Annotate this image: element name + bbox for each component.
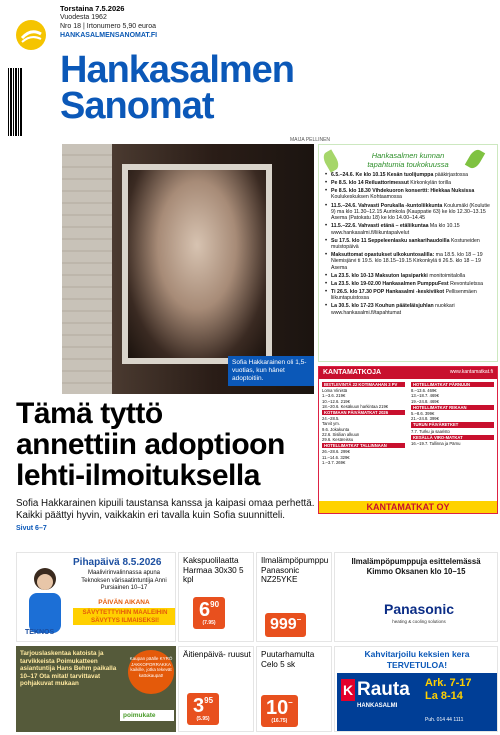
panasonic-ad[interactable] xyxy=(334,552,498,642)
events-list xyxy=(331,172,491,316)
event-detail: Kostuneiden muistopäivä xyxy=(331,237,480,250)
event-item xyxy=(331,281,491,287)
price-cents: 90 xyxy=(210,600,220,609)
trip-line: Loma Viinistä xyxy=(322,388,348,394)
price-euros: 6 xyxy=(199,599,211,621)
event-item xyxy=(331,203,491,222)
hours-weekday: Ark. 7-17 xyxy=(425,677,472,689)
event-item xyxy=(331,172,491,178)
kantamatkat-ad[interactable] xyxy=(318,366,498,514)
site-link[interactable]: HANKASALMENSANOMAT.FI xyxy=(60,32,158,39)
hours-saturday: La 8-14 xyxy=(425,690,463,702)
teknos-heading: Pihapäivä 8.5.2026 xyxy=(73,557,162,568)
event-title: La 30.5. klo 17-23 Kouhun pääteläisjuhlan xyxy=(331,303,434,310)
event-item xyxy=(331,252,491,271)
trip-section: BISTLEVINTÄ 22 KOTIMAAHAN 3 PV xyxy=(322,382,405,387)
event-detail: Revontuletssa xyxy=(450,280,483,287)
ilmalampo-price xyxy=(265,613,306,637)
masthead-meta xyxy=(60,4,157,40)
teknos-highlight: SÄVYTETTYIHIN MAALEIHIN SÄVYTYS ILMAISEKSI! xyxy=(73,608,176,625)
title-line-1: Hankasalmen xyxy=(60,49,295,91)
barcode xyxy=(8,68,22,136)
teknos-ad[interactable] xyxy=(16,552,176,642)
headline-line-2: annettiin adoptioon xyxy=(16,428,285,461)
puutarha-ad[interactable] xyxy=(256,646,332,732)
masthead xyxy=(0,0,500,143)
event-title: Su 17.5. klo 11 Seppeleenlasku sankarihaudoilla xyxy=(331,237,450,244)
event-title: Ti 26.5. klo 17.30 POP Hankasalmi -keskiviikot xyxy=(331,288,445,295)
event-title: La 23.5. klo 10-13 Maksuton lapsiparkki xyxy=(331,272,428,279)
event-detail: Koulumäki (Koulutie 9) ma klo 11.30–12.15 Aurinkola (Kauppatie 63) ke klo 12.30–13.15 Asema (Patokatu 18) ke klo 14.00–14.45 xyxy=(331,202,490,222)
newspaper-title xyxy=(60,49,295,127)
event-title: Maksuttomat opastukset ulkokuntosalilla: xyxy=(331,252,435,259)
krauta-box xyxy=(337,673,497,731)
event-detail: Pellisenmäen liikuntapuistossa xyxy=(331,288,477,302)
event-item xyxy=(331,273,491,279)
photo-caption: Sofia Hakkarainen oli 1,5-vuotias, kun hänet adoptoitiin. xyxy=(228,356,314,386)
trip-line: 8.–13.6. 469€ xyxy=(411,388,437,394)
aitienpaiva-ad[interactable] xyxy=(178,646,254,732)
person-photo-icon xyxy=(21,563,69,633)
newspaper-logo-icon xyxy=(16,20,46,50)
event-detail: Kirkonkylän torilla xyxy=(410,180,451,187)
poimukate-logo: poimukate xyxy=(120,710,174,721)
page-reference[interactable]: Sivut 6–7 xyxy=(16,525,47,532)
event-title: Pe 8.5. klo 14 Reiluattorimessut xyxy=(331,180,409,187)
event-item xyxy=(331,303,491,316)
event-item xyxy=(331,289,491,302)
kantamatkat-title: KANTAMATKOJA xyxy=(323,369,382,376)
trip-section: KESÄLLÄ VIRO-MATKAT xyxy=(411,435,494,440)
issue-date: Torstaina 7.5.2026 xyxy=(60,4,125,13)
krauta-title xyxy=(337,649,497,670)
kakspuoli-title: Kakspuolilaatta Harmaa 30x30 5 kpl xyxy=(183,556,244,584)
price-cents: – xyxy=(288,698,293,707)
teknos-logo: TEKNOS xyxy=(25,629,55,636)
kakspuoli-ad[interactable] xyxy=(178,552,254,642)
event-title: 11.5.–24.6. Vahvasti Porukalla -kuntoliikkunta xyxy=(331,202,443,209)
event-detail: monitoimitalolla xyxy=(429,272,466,279)
trip-line: 1.–3.6. 219€ xyxy=(322,393,346,399)
article-lede: Sofia Hakkarainen kipuili taustansa kanssa ja kaipasi omaa perhettä. Kaikki päättyi hyvin, vaikkakin eri tavalla kuin Sofia suunnitteli. xyxy=(16,498,315,521)
title-line-2: Sanomat xyxy=(60,85,214,127)
puutarha-price xyxy=(261,695,298,727)
aitienpaiva-price xyxy=(187,693,219,725)
event-item xyxy=(331,223,491,236)
event-title: 6.5.–24.6. Ke klo 10.15 Kesän tuolijumppa xyxy=(331,172,434,178)
events-heading-line-2: tapahtumia toukokuussa xyxy=(367,160,449,169)
trip-line: 1.–3.7. 269€ xyxy=(322,459,346,465)
event-title: Pe 8.5. klo 18.30 Vihdekuoron konsertti: Hiekkaa Nuksissa xyxy=(331,188,475,195)
headline-line-1: Tämä tyttö xyxy=(16,397,163,430)
trip-line: 19.–24.8. 469€ xyxy=(411,398,439,404)
kantamatkat-header xyxy=(319,367,497,379)
trip-line: 13.–18.7. 469€ xyxy=(411,393,439,399)
trip-line: 7.7. Turku ja saaristo xyxy=(411,428,450,434)
poimukate-ad[interactable] xyxy=(16,646,176,732)
price-cents: 95 xyxy=(204,696,214,705)
volume: Vuodesta 1962 xyxy=(60,14,107,21)
ilmalampo-title: Ilmalämpöpumppu Panasonic NZ25YKE xyxy=(261,556,329,584)
trip-line: 29.6. Kesäreissu xyxy=(322,437,354,443)
kantamatkat-company: KANTAMATKAT OY xyxy=(366,502,450,512)
kantamatkat-col-2 xyxy=(408,379,497,501)
trip-line: 18.–20.6. Kesäkuun harkintaa 219€ xyxy=(322,403,389,409)
trip-section: KOTIMAAN PÄIVÄMATKAT 2026 xyxy=(322,410,405,415)
puutarha-title: Puutarhamulta Celo 5 sk xyxy=(261,650,315,669)
price-old: (5.95) xyxy=(196,716,210,722)
trip-section: HOTELLIMATKAT PÄRNUUN xyxy=(411,382,494,387)
trip-line: Tarvit ym. xyxy=(322,421,340,427)
krauta-location: HANKASALMI xyxy=(357,703,398,709)
trip-line: 26.–28.6. 299€ xyxy=(322,449,350,455)
kakspuoli-price xyxy=(193,597,225,629)
price-cents: – xyxy=(296,615,302,624)
krauta-logo: Rauta xyxy=(357,679,410,700)
event-detail: Koulukeskuksen Kohtaamossa xyxy=(331,194,402,201)
event-title: La 23.5. klo 19-02.00 Hankasalmen PumppuFest xyxy=(331,280,449,287)
event-detail: Ma klo 10.15 www.hankasalmi.fi/liikuntapalvelut xyxy=(331,223,460,236)
kantamatkat-columns xyxy=(319,379,497,501)
price-old: (16.75) xyxy=(271,718,288,724)
trip-line: 9.6. Jokakunta xyxy=(322,426,350,432)
aitienpaiva-title: Äitienpäivä- ruusut xyxy=(183,650,251,659)
trip-section: HOTELLIMATKAT TALLINNAAN xyxy=(322,443,405,448)
krauta-title-line-2: TERVETULOA! xyxy=(386,659,448,670)
poimukate-text: Tarjouslaskentaa katoista ja tarvikkeista Poimukatteen asiantuntija Hans Behm paikalla 10–17 Ota mitat/ tarvittavat pohjakuvat mukaan xyxy=(20,650,117,687)
events-box xyxy=(318,144,498,362)
event-item xyxy=(331,238,491,251)
trip-line: 5.–8.6. 399€ xyxy=(411,411,435,417)
event-detail: nuokkari www.hankasalmi.fi/tapahtumat xyxy=(331,303,455,316)
price-euros: 10 xyxy=(266,697,289,719)
ilmalampo-ad[interactable] xyxy=(256,552,332,642)
trip-line: 11.–14.6. 329€ xyxy=(322,454,350,460)
issue-number: Nro 18 | Irtonumero 5,90 euroa xyxy=(60,23,156,30)
events-heading-line-1: Hankasalmen kunnan xyxy=(371,151,445,160)
trip-line: 16.–19.7. Tallinna ja Pärnu xyxy=(411,441,461,447)
trip-section: TURUN PÄIVÄRETKET xyxy=(411,422,494,427)
poimukate-bubble: Kaupan päälle KYRÖ JAKKOPORRAKKA kaikille, jotka tekevät kattokaupat! xyxy=(128,650,174,694)
krauta-k-logo: K xyxy=(341,679,355,701)
event-detail: pääkirjastossa xyxy=(434,172,468,178)
panasonic-logo: Panasonic xyxy=(383,601,455,617)
trip-section: HOTELLIMATKAT RIIKAAN xyxy=(411,405,494,410)
event-title: 11.5.–22.6. Vahvasti etänä – etäliikuntaa xyxy=(331,223,429,230)
trip-line: 24.–28.5. xyxy=(322,416,340,422)
krauta-phone: Puh. 014 44 1111 xyxy=(425,717,464,723)
price-euros: 999 xyxy=(270,616,297,633)
kantamatkat-footer xyxy=(319,501,497,513)
event-item xyxy=(331,188,491,201)
panasonic-title: Ilmalämpöpumppuja esittelemässä Kimmo Oksanen klo 10–15 xyxy=(351,557,481,576)
teknos-offer: PÄIVÄN AIKANA xyxy=(98,599,150,606)
trip-line: 10.–12.6. 219€ xyxy=(322,398,350,404)
teknos-text: Maalivirinvalinnassa apuna Teknoksen värisaatintuntija Anni Pursiainen 10–17 xyxy=(81,570,167,591)
trip-line: 22.6. Sisilian alkuun xyxy=(322,431,360,437)
kantamatkat-web[interactable]: www.kantamatkat.fi xyxy=(449,369,493,375)
event-detail: ma 18.5. klo 18 – 19 Niemisjärvi ti 19.5. klo 18.15–19.15 Kirkonkylä ti 26.5. klo 18 – 19 Asema xyxy=(331,252,483,271)
main-headline[interactable] xyxy=(16,398,316,491)
price-old: (7.95) xyxy=(202,620,216,626)
trip-line: 21.–24.8. 399€ xyxy=(411,416,439,422)
headline-line-3: lehti-ilmoituksella xyxy=(16,459,260,492)
price-euros: 3 xyxy=(193,695,205,717)
krauta-ad[interactable] xyxy=(334,646,498,732)
krauta-hours xyxy=(425,677,471,703)
kantamatkat-col-1 xyxy=(319,379,408,501)
photo-wall xyxy=(62,144,112,394)
photo-frame xyxy=(122,164,272,364)
event-item xyxy=(331,180,491,186)
photo-credit: MAIJA PELLINEN xyxy=(290,137,331,143)
krauta-title-line-1: Kahvitarjoilu keksien kera xyxy=(364,649,470,659)
panasonic-tagline: heating & cooling solutions xyxy=(392,619,446,624)
